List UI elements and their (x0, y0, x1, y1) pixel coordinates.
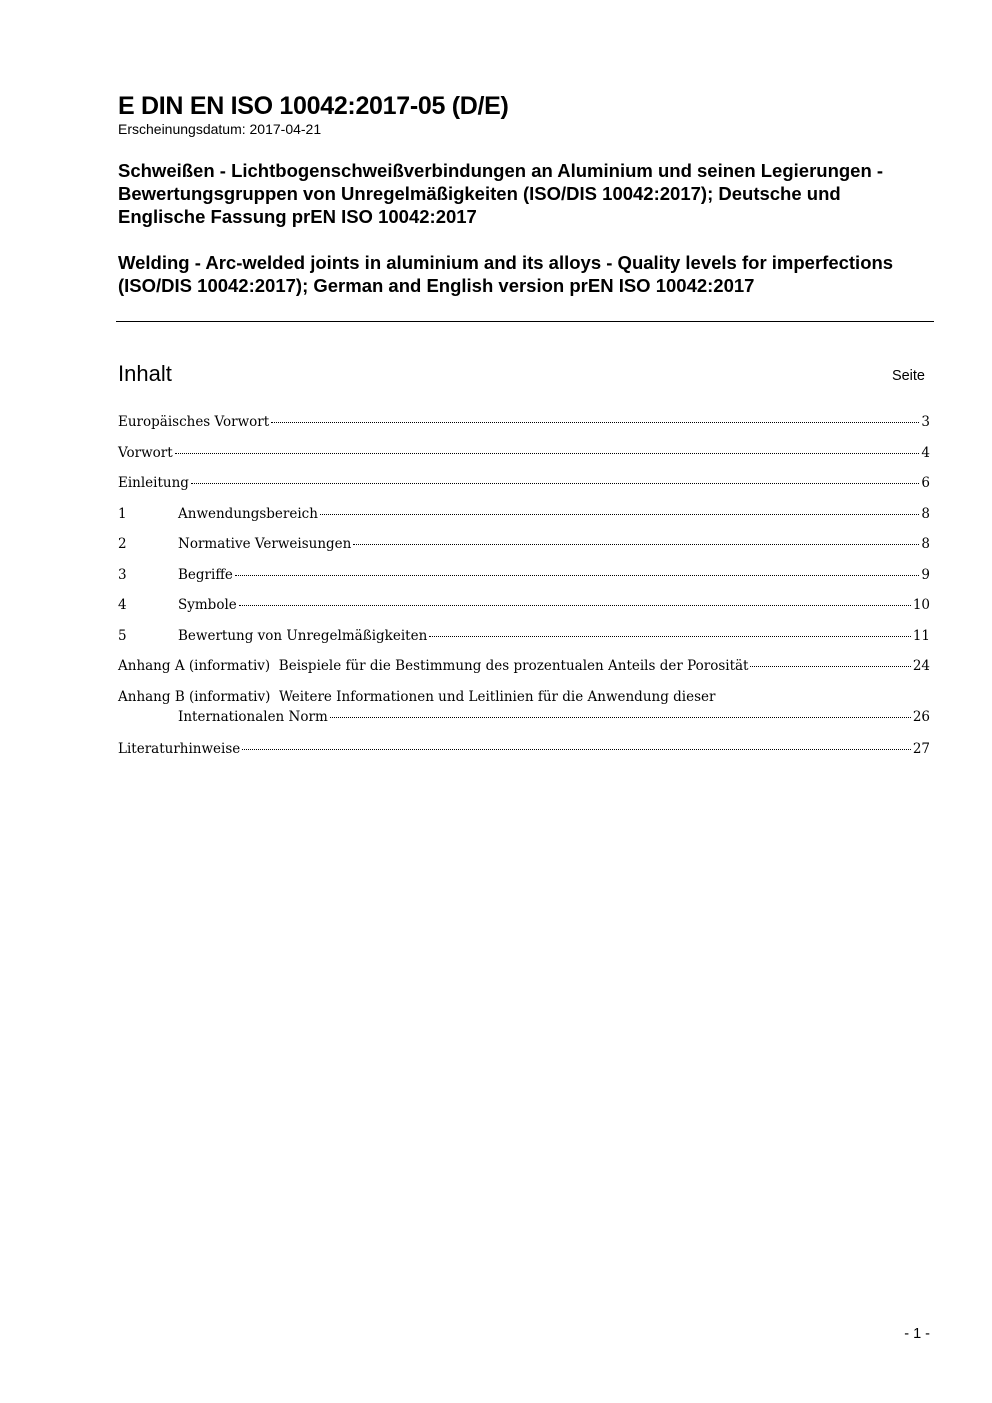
toc-entry-page: 6 (921, 475, 930, 491)
toc-leader-dots (191, 483, 919, 484)
toc-leader-dots (242, 749, 911, 750)
toc-entry[interactable] (118, 414, 930, 445)
toc-entry-page: 27 (912, 740, 930, 757)
toc-leader-dots (235, 575, 920, 576)
toc-entry-label: Symbole (178, 597, 237, 613)
title-english: Welding - Arc-welded joints in aluminium and its alloys - Quality levels for imperfections (ISO/DIS 10042:2017); German and English version prEN ISO 10042:2017 (118, 252, 894, 296)
title-german: Schweißen - Lichtbogenschweißverbindungen an Aluminium und seinen Legierungen - Bewertungsgruppen von Unregelmäßigkeiten (ISO/DIS 10042:2017); Deutsche und Englische Fassung prEN ISO 10042:2017 (118, 160, 884, 227)
toc-leader-dots (320, 514, 919, 515)
toc-entry-page: 4 (921, 444, 930, 461)
toc-entry[interactable] (118, 689, 930, 741)
toc-heading: Inhalt (118, 361, 172, 386)
toc-entry-number: 1 (118, 505, 127, 522)
toc-entry-label: Anwendungsbereich (178, 505, 318, 522)
toc-leader-dots (750, 666, 910, 667)
toc-entry[interactable] (118, 597, 930, 628)
page-number: - 1 - (904, 1326, 930, 1342)
toc-entry-page: 8 (921, 536, 930, 552)
toc-entry[interactable] (118, 475, 930, 506)
table-of-contents (118, 414, 930, 771)
toc-entry-label: Anhang A (informativ) Beispiele für die Bestimmung des prozentualen Anteils der Porosität (118, 658, 749, 674)
title-divider (116, 321, 934, 322)
toc-entry[interactable] (118, 741, 930, 772)
toc-leader-dots (330, 717, 911, 718)
toc-entry-page: 26 (912, 708, 930, 725)
toc-entry-label: Bewertung von Unregelmäßigkeiten (178, 627, 428, 644)
toc-entry[interactable] (118, 445, 930, 476)
toc-leader-dots (239, 605, 911, 606)
toc-entry-label: Anhang B (informativ) Weitere Informationen und Leitlinien für die Anwendung dieser (118, 688, 716, 705)
toc-entry-label: Einleitung (118, 475, 189, 491)
toc-leader-dots (353, 544, 919, 545)
toc-entry[interactable] (118, 536, 930, 567)
toc-entry-label: Begriffe (178, 566, 233, 583)
toc-entry[interactable] (118, 506, 930, 537)
toc-entry-label: Literaturhinweise (118, 740, 241, 757)
publication-date: Erscheinungsdatum: 2017-04-21 (118, 121, 322, 137)
toc-entry-page: 8 (921, 505, 930, 522)
toc-leader-dots (175, 453, 920, 454)
toc-entry-label-continued: Internationalen Norm (178, 708, 328, 725)
toc-leader-dots (429, 636, 911, 637)
toc-page-column-label: Seite (891, 368, 925, 384)
toc-entry-number: 2 (118, 536, 127, 552)
toc-entry-page: 24 (912, 658, 930, 674)
toc-entry-page: 11 (912, 627, 930, 644)
toc-entry-number: 4 (118, 597, 127, 613)
toc-entry-label: Europäisches Vorwort (118, 414, 270, 430)
toc-entry[interactable] (118, 658, 930, 689)
toc-entry-label: Normative Verweisungen (178, 536, 352, 552)
toc-entry-label: Vorwort (118, 444, 173, 461)
document-id: E DIN EN ISO 10042:2017-05 (D/E) (118, 92, 509, 120)
toc-entry[interactable] (118, 567, 930, 598)
toc-entry[interactable] (118, 628, 930, 659)
toc-entry-page: 10 (912, 597, 930, 613)
toc-leader-dots (271, 422, 919, 423)
toc-entry-page: 3 (921, 414, 930, 430)
toc-entry-number: 3 (118, 566, 127, 583)
toc-entry-number: 5 (118, 627, 127, 644)
toc-entry-page: 9 (921, 566, 930, 583)
